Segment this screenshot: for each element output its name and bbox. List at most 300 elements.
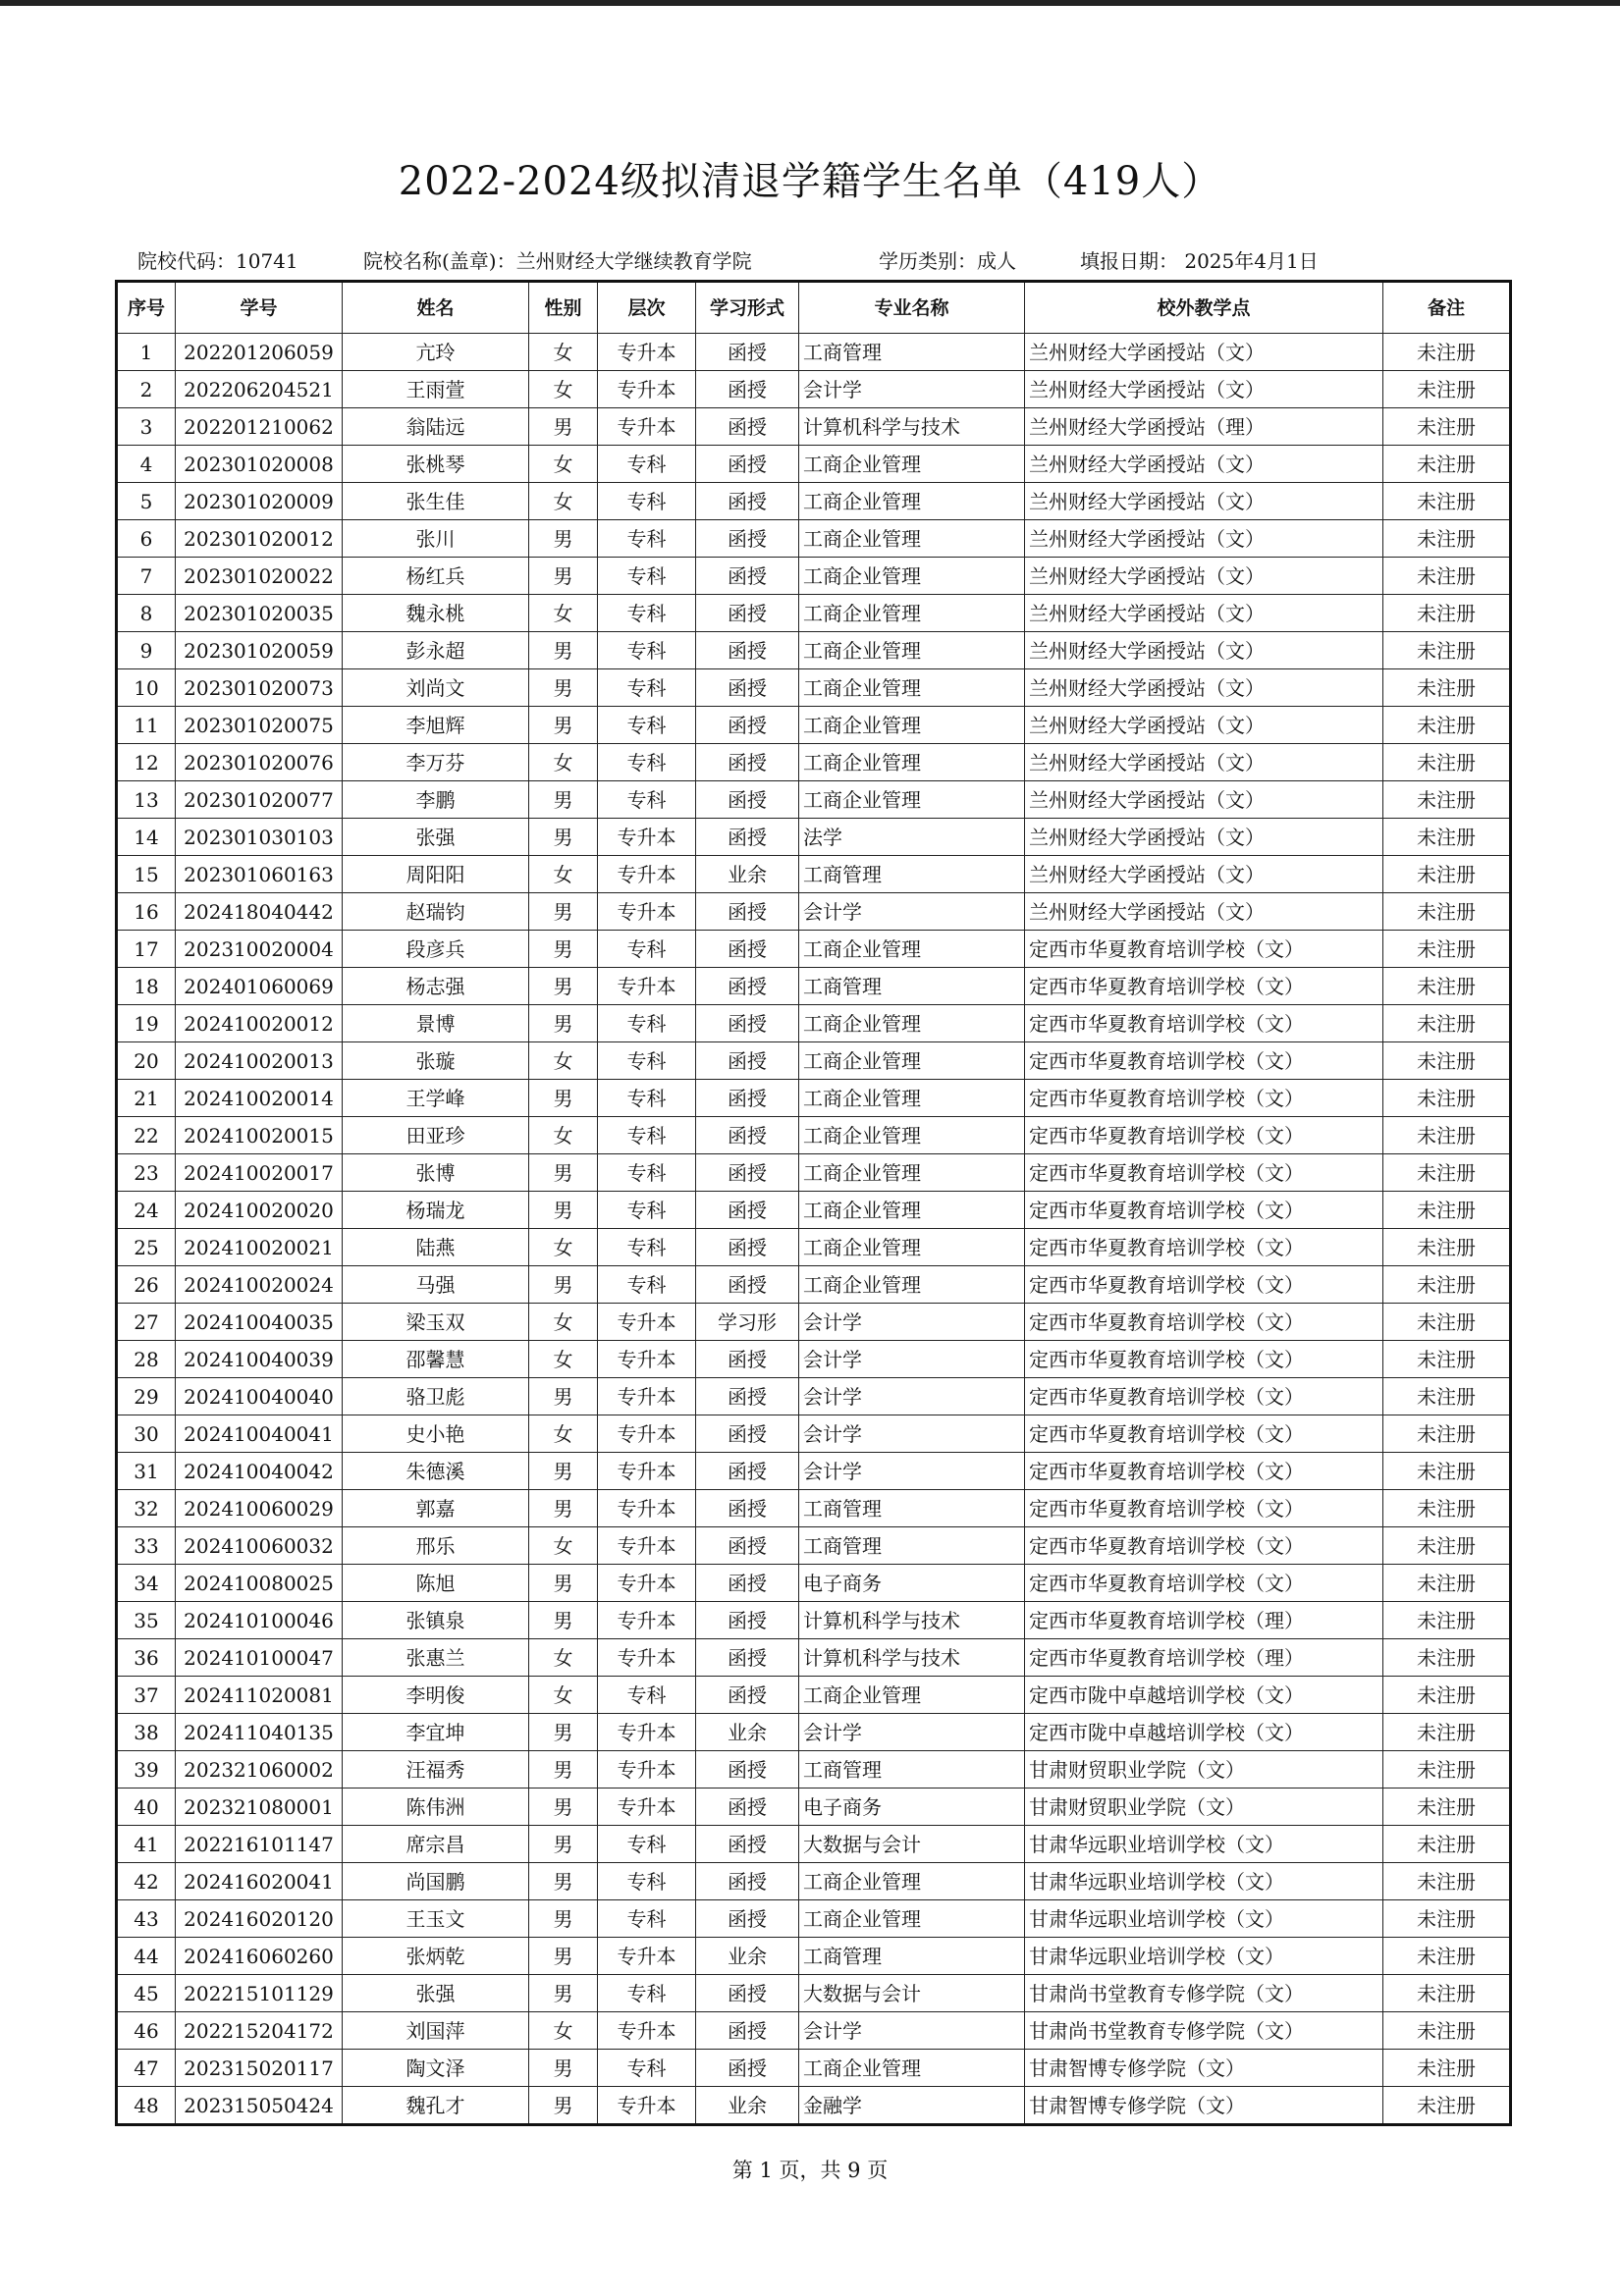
cell-index: 7 [117, 558, 176, 595]
cell-remark: 未注册 [1383, 2050, 1511, 2087]
cell-remark: 未注册 [1383, 1229, 1511, 1266]
cell-remark: 未注册 [1383, 595, 1511, 632]
cell-study-mode: 函授 [696, 1527, 799, 1565]
cell-major: 工商企业管理 [799, 931, 1025, 968]
table-row [117, 1751, 1511, 1789]
cell-student-id: 202310020004 [176, 931, 343, 968]
cell-index: 13 [117, 781, 176, 819]
cell-teaching-site: 定西市华夏教育培训学校（文） [1025, 1378, 1383, 1415]
cell-study-mode: 函授 [696, 1229, 799, 1266]
cell-teaching-site: 定西市华夏教育培训学校（文） [1025, 1527, 1383, 1565]
cell-major: 工商企业管理 [799, 595, 1025, 632]
table-header-row [117, 282, 1511, 334]
cell-remark: 未注册 [1383, 781, 1511, 819]
table-row [117, 781, 1511, 819]
cell-remark: 未注册 [1383, 1527, 1511, 1565]
cell-major: 工商企业管理 [799, 781, 1025, 819]
cell-gender: 男 [529, 1154, 598, 1192]
page-indicator: 第 1 页，共 9 页 [731, 2159, 889, 2182]
cell-teaching-site: 兰州财经大学函授站（文） [1025, 483, 1383, 520]
cell-student-id: 202410020012 [176, 1005, 343, 1042]
cell-remark: 未注册 [1383, 520, 1511, 558]
cell-major: 会计学 [799, 893, 1025, 931]
cell-study-mode: 函授 [696, 520, 799, 558]
cell-index: 31 [117, 1453, 176, 1490]
cell-major: 电子商务 [799, 1565, 1025, 1602]
cell-study-mode: 函授 [696, 558, 799, 595]
cell-gender: 男 [529, 1266, 598, 1304]
cell-level: 专升本 [598, 856, 696, 893]
table-row [117, 893, 1511, 931]
header-level: 层次 [598, 282, 696, 334]
cell-teaching-site: 甘肃财贸职业学院（文） [1025, 1751, 1383, 1789]
cell-remark: 未注册 [1383, 1415, 1511, 1453]
cell-major: 工商企业管理 [799, 1005, 1025, 1042]
cell-study-mode: 函授 [696, 371, 799, 408]
cell-student-id: 202301020076 [176, 744, 343, 781]
cell-index: 42 [117, 1863, 176, 1900]
cell-teaching-site: 甘肃财贸职业学院（文） [1025, 1789, 1383, 1826]
table-row [117, 1677, 1511, 1714]
cell-student-id: 202410020024 [176, 1266, 343, 1304]
header-major: 专业名称 [799, 282, 1025, 334]
cell-remark: 未注册 [1383, 1975, 1511, 2012]
cell-index: 37 [117, 1677, 176, 1714]
cell-major: 会计学 [799, 1415, 1025, 1453]
cell-study-mode: 函授 [696, 1005, 799, 1042]
cell-name: 周阳阳 [343, 856, 529, 893]
cell-gender: 男 [529, 1565, 598, 1602]
cell-major: 工商企业管理 [799, 1677, 1025, 1714]
cell-major: 工商企业管理 [799, 446, 1025, 483]
cell-study-mode: 函授 [696, 669, 799, 707]
cell-teaching-site: 兰州财经大学函授站（文） [1025, 707, 1383, 744]
table-row [117, 744, 1511, 781]
cell-major: 工商企业管理 [799, 2050, 1025, 2087]
table-row [117, 1415, 1511, 1453]
cell-gender: 男 [529, 669, 598, 707]
cell-index: 43 [117, 1900, 176, 1938]
cell-index: 4 [117, 446, 176, 483]
cell-name: 刘尚文 [343, 669, 529, 707]
cell-name: 王玉文 [343, 1900, 529, 1938]
cell-name: 翁陆远 [343, 408, 529, 446]
table-row [117, 1900, 1511, 1938]
school-name: 院校名称(盖章)：兰州财经大学继续教育学院 [363, 249, 752, 273]
cell-gender: 女 [529, 1042, 598, 1080]
cell-major: 会计学 [799, 1453, 1025, 1490]
cell-gender: 女 [529, 334, 598, 371]
cell-remark: 未注册 [1383, 1863, 1511, 1900]
cell-student-id: 202206204521 [176, 371, 343, 408]
table-row [117, 1154, 1511, 1192]
cell-study-mode: 函授 [696, 446, 799, 483]
cell-teaching-site: 甘肃智博专修学院（文） [1025, 2087, 1383, 2125]
cell-study-mode: 函授 [696, 2012, 799, 2050]
cell-teaching-site: 定西市华夏教育培训学校（文） [1025, 968, 1383, 1005]
cell-study-mode: 业余 [696, 2087, 799, 2125]
cell-student-id: 202301020059 [176, 632, 343, 669]
cell-major: 工商企业管理 [799, 707, 1025, 744]
table-body [117, 334, 1511, 2125]
cell-gender: 男 [529, 1751, 598, 1789]
cell-gender: 女 [529, 595, 598, 632]
cell-name: 史小艳 [343, 1415, 529, 1453]
table-row [117, 669, 1511, 707]
cell-student-id: 202410060029 [176, 1490, 343, 1527]
cell-student-id: 202301020073 [176, 669, 343, 707]
cell-major: 电子商务 [799, 1789, 1025, 1826]
cell-level: 专科 [598, 2050, 696, 2087]
cell-student-id: 202416060260 [176, 1938, 343, 1975]
cell-index: 5 [117, 483, 176, 520]
cell-name: 张强 [343, 819, 529, 856]
cell-major: 计算机科学与技术 [799, 1639, 1025, 1677]
cell-index: 20 [117, 1042, 176, 1080]
cell-major: 工商企业管理 [799, 1900, 1025, 1938]
cell-remark: 未注册 [1383, 968, 1511, 1005]
table-row [117, 1527, 1511, 1565]
cell-student-id: 202418040442 [176, 893, 343, 931]
cell-gender: 女 [529, 856, 598, 893]
cell-remark: 未注册 [1383, 1751, 1511, 1789]
cell-index: 1 [117, 334, 176, 371]
cell-major: 工商企业管理 [799, 1863, 1025, 1900]
cell-student-id: 202410020015 [176, 1117, 343, 1154]
cell-study-mode: 函授 [696, 931, 799, 968]
cell-gender: 男 [529, 781, 598, 819]
header-student-id: 学号 [176, 282, 343, 334]
header-gender: 性别 [529, 282, 598, 334]
cell-remark: 未注册 [1383, 1490, 1511, 1527]
cell-teaching-site: 定西市华夏教育培训学校（文） [1025, 1117, 1383, 1154]
cell-study-mode: 函授 [696, 1266, 799, 1304]
cell-gender: 女 [529, 371, 598, 408]
cell-level: 专升本 [598, 334, 696, 371]
cell-major: 计算机科学与技术 [799, 1602, 1025, 1639]
cell-gender: 男 [529, 968, 598, 1005]
cell-remark: 未注册 [1383, 856, 1511, 893]
cell-teaching-site: 定西市华夏教育培训学校（文） [1025, 1490, 1383, 1527]
cell-teaching-site: 兰州财经大学函授站（文） [1025, 595, 1383, 632]
table-row [117, 1975, 1511, 2012]
cell-level: 专升本 [598, 1602, 696, 1639]
cell-level: 专升本 [598, 1527, 696, 1565]
cell-student-id: 202410020020 [176, 1192, 343, 1229]
cell-teaching-site: 兰州财经大学函授站（文） [1025, 334, 1383, 371]
cell-student-id: 202410080025 [176, 1565, 343, 1602]
cell-study-mode: 函授 [696, 1826, 799, 1863]
cell-study-mode: 函授 [696, 1192, 799, 1229]
cell-major: 工商企业管理 [799, 520, 1025, 558]
cell-level: 专科 [598, 1229, 696, 1266]
table-row [117, 1080, 1511, 1117]
cell-major: 工商管理 [799, 856, 1025, 893]
cell-student-id: 202315050424 [176, 2087, 343, 2125]
cell-name: 段彦兵 [343, 931, 529, 968]
cell-teaching-site: 定西市华夏教育培训学校（文） [1025, 1229, 1383, 1266]
cell-major: 会计学 [799, 1341, 1025, 1378]
cell-study-mode: 函授 [696, 1602, 799, 1639]
report-date: 填报日期： 2025年4月1日 [1080, 249, 1319, 273]
cell-index: 16 [117, 893, 176, 931]
cell-index: 40 [117, 1789, 176, 1826]
cell-teaching-site: 兰州财经大学函授站（文） [1025, 632, 1383, 669]
table-row [117, 408, 1511, 446]
document-meta [137, 246, 1414, 276]
cell-name: 刘国萍 [343, 2012, 529, 2050]
cell-level: 专科 [598, 1266, 696, 1304]
cell-student-id: 202416020120 [176, 1900, 343, 1938]
cell-student-id: 202410040035 [176, 1304, 343, 1341]
cell-remark: 未注册 [1383, 1900, 1511, 1938]
cell-major: 工商企业管理 [799, 632, 1025, 669]
cell-name: 彭永超 [343, 632, 529, 669]
cell-remark: 未注册 [1383, 1154, 1511, 1192]
table-row [117, 1229, 1511, 1266]
cell-teaching-site: 甘肃智博专修学院（文） [1025, 2050, 1383, 2087]
cell-study-mode: 函授 [696, 334, 799, 371]
cell-student-id: 202201210062 [176, 408, 343, 446]
cell-remark: 未注册 [1383, 1266, 1511, 1304]
cell-teaching-site: 定西市华夏教育培训学校（理） [1025, 1602, 1383, 1639]
cell-student-id: 202410100046 [176, 1602, 343, 1639]
cell-study-mode: 函授 [696, 1154, 799, 1192]
cell-name: 陶文泽 [343, 2050, 529, 2087]
cell-study-mode: 业余 [696, 856, 799, 893]
header-remark: 备注 [1383, 282, 1511, 334]
cell-teaching-site: 甘肃华远职业培训学校（文） [1025, 1826, 1383, 1863]
cell-major: 工商管理 [799, 334, 1025, 371]
cell-level: 专科 [598, 1080, 696, 1117]
cell-gender: 男 [529, 1714, 598, 1751]
cell-student-id: 202301020012 [176, 520, 343, 558]
table-row [117, 334, 1511, 371]
cell-level: 专科 [598, 1005, 696, 1042]
cell-level: 专科 [598, 1900, 696, 1938]
cell-remark: 未注册 [1383, 1117, 1511, 1154]
cell-major: 法学 [799, 819, 1025, 856]
cell-remark: 未注册 [1383, 334, 1511, 371]
table-row [117, 968, 1511, 1005]
cell-level: 专升本 [598, 893, 696, 931]
cell-teaching-site: 定西市华夏教育培训学校（文） [1025, 1415, 1383, 1453]
cell-study-mode: 函授 [696, 1900, 799, 1938]
cell-gender: 男 [529, 1378, 598, 1415]
cell-major: 金融学 [799, 2087, 1025, 2125]
cell-gender: 女 [529, 744, 598, 781]
cell-study-mode: 函授 [696, 744, 799, 781]
cell-gender: 男 [529, 1900, 598, 1938]
cell-level: 专升本 [598, 1565, 696, 1602]
cell-index: 19 [117, 1005, 176, 1042]
cell-name: 张生佳 [343, 483, 529, 520]
table-row [117, 446, 1511, 483]
table-row [117, 1863, 1511, 1900]
cell-study-mode: 函授 [696, 893, 799, 931]
cell-level: 专科 [598, 1863, 696, 1900]
cell-gender: 男 [529, 1490, 598, 1527]
cell-level: 专科 [598, 931, 696, 968]
cell-level: 专科 [598, 744, 696, 781]
cell-remark: 未注册 [1383, 1304, 1511, 1341]
cell-index: 26 [117, 1266, 176, 1304]
cell-name: 邢乐 [343, 1527, 529, 1565]
cell-remark: 未注册 [1383, 819, 1511, 856]
cell-remark: 未注册 [1383, 408, 1511, 446]
cell-remark: 未注册 [1383, 483, 1511, 520]
cell-name: 张强 [343, 1975, 529, 2012]
cell-gender: 女 [529, 1229, 598, 1266]
cell-student-id: 202410020017 [176, 1154, 343, 1192]
cell-student-id: 202411020081 [176, 1677, 343, 1714]
cell-study-mode: 函授 [696, 1789, 799, 1826]
cell-major: 会计学 [799, 1378, 1025, 1415]
cell-student-id: 202301020035 [176, 595, 343, 632]
cell-level: 专升本 [598, 2012, 696, 2050]
table-row [117, 1938, 1511, 1975]
cell-major: 工商企业管理 [799, 1192, 1025, 1229]
cell-student-id: 202401060069 [176, 968, 343, 1005]
cell-name: 张镇泉 [343, 1602, 529, 1639]
cell-name: 张博 [343, 1154, 529, 1192]
cell-major: 会计学 [799, 1304, 1025, 1341]
cell-study-mode: 函授 [696, 819, 799, 856]
cell-remark: 未注册 [1383, 707, 1511, 744]
cell-index: 46 [117, 2012, 176, 2050]
table-row [117, 2050, 1511, 2087]
cell-name: 张桃琴 [343, 446, 529, 483]
cell-name: 陈旭 [343, 1565, 529, 1602]
cell-major: 会计学 [799, 2012, 1025, 2050]
cell-student-id: 202411040135 [176, 1714, 343, 1751]
cell-remark: 未注册 [1383, 744, 1511, 781]
cell-level: 专升本 [598, 1789, 696, 1826]
cell-level: 专升本 [598, 1751, 696, 1789]
cell-study-mode: 函授 [696, 781, 799, 819]
cell-remark: 未注册 [1383, 632, 1511, 669]
cell-remark: 未注册 [1383, 446, 1511, 483]
cell-level: 专升本 [598, 1453, 696, 1490]
cell-remark: 未注册 [1383, 1602, 1511, 1639]
cell-major: 工商管理 [799, 1490, 1025, 1527]
table-row [117, 1192, 1511, 1229]
table-row [117, 1602, 1511, 1639]
cell-index: 36 [117, 1639, 176, 1677]
cell-study-mode: 函授 [696, 707, 799, 744]
cell-teaching-site: 兰州财经大学函授站（文） [1025, 781, 1383, 819]
cell-name: 李明俊 [343, 1677, 529, 1714]
cell-level: 专升本 [598, 1490, 696, 1527]
cell-name: 杨红兵 [343, 558, 529, 595]
cell-major: 工商管理 [799, 1938, 1025, 1975]
cell-teaching-site: 兰州财经大学函授站（文） [1025, 856, 1383, 893]
cell-gender: 男 [529, 2050, 598, 2087]
cell-teaching-site: 定西市华夏教育培训学校（文） [1025, 1154, 1383, 1192]
cell-name: 马强 [343, 1266, 529, 1304]
cell-student-id: 202301020075 [176, 707, 343, 744]
cell-gender: 男 [529, 2087, 598, 2125]
cell-study-mode: 函授 [696, 1677, 799, 1714]
cell-remark: 未注册 [1383, 1677, 1511, 1714]
cell-major: 工商管理 [799, 1527, 1025, 1565]
cell-teaching-site: 兰州财经大学函授站（文） [1025, 558, 1383, 595]
cell-level: 专升本 [598, 2087, 696, 2125]
cell-study-mode: 函授 [696, 1080, 799, 1117]
cell-gender: 男 [529, 1826, 598, 1863]
cell-study-mode: 函授 [696, 483, 799, 520]
cell-gender: 男 [529, 1453, 598, 1490]
table-row [117, 819, 1511, 856]
cell-name: 郭嘉 [343, 1490, 529, 1527]
table-row [117, 2087, 1511, 2125]
cell-level: 专科 [598, 1042, 696, 1080]
cell-study-mode: 函授 [696, 595, 799, 632]
cell-study-mode: 函授 [696, 1565, 799, 1602]
cell-student-id: 202410020013 [176, 1042, 343, 1080]
table-row [117, 1490, 1511, 1527]
cell-index: 24 [117, 1192, 176, 1229]
cell-major: 工商企业管理 [799, 483, 1025, 520]
cell-major: 会计学 [799, 1714, 1025, 1751]
cell-gender: 女 [529, 1304, 598, 1341]
cell-name: 席宗昌 [343, 1826, 529, 1863]
cell-teaching-site: 定西市华夏教育培训学校（文） [1025, 1341, 1383, 1378]
cell-student-id: 202321060002 [176, 1751, 343, 1789]
cell-level: 专科 [598, 669, 696, 707]
cell-name: 张川 [343, 520, 529, 558]
table-row [117, 1639, 1511, 1677]
cell-student-id: 202410020014 [176, 1080, 343, 1117]
cell-gender: 男 [529, 1080, 598, 1117]
table-row [117, 1117, 1511, 1154]
cell-teaching-site: 定西市华夏教育培训学校（文） [1025, 1304, 1383, 1341]
cell-level: 专科 [598, 632, 696, 669]
cell-name: 王雨萱 [343, 371, 529, 408]
table-row [117, 1565, 1511, 1602]
table-row [117, 1042, 1511, 1080]
cell-index: 27 [117, 1304, 176, 1341]
cell-study-mode: 业余 [696, 1714, 799, 1751]
cell-name: 田亚珍 [343, 1117, 529, 1154]
cell-index: 41 [117, 1826, 176, 1863]
cell-index: 14 [117, 819, 176, 856]
cell-name: 李万芬 [343, 744, 529, 781]
table-row [117, 1378, 1511, 1415]
cell-name: 尚国鹏 [343, 1863, 529, 1900]
cell-major: 工商企业管理 [799, 558, 1025, 595]
cell-index: 35 [117, 1602, 176, 1639]
cell-name: 李宜坤 [343, 1714, 529, 1751]
cell-remark: 未注册 [1383, 371, 1511, 408]
cell-teaching-site: 定西市华夏教育培训学校（文） [1025, 1042, 1383, 1080]
cell-gender: 男 [529, 1975, 598, 2012]
cell-teaching-site: 甘肃华远职业培训学校（文） [1025, 1863, 1383, 1900]
cell-index: 44 [117, 1938, 176, 1975]
document-title: 2022-2024级拟清退学籍学生名单（419人） [398, 159, 1222, 204]
cell-name: 杨志强 [343, 968, 529, 1005]
cell-level: 专升本 [598, 1714, 696, 1751]
cell-remark: 未注册 [1383, 1005, 1511, 1042]
cell-remark: 未注册 [1383, 1565, 1511, 1602]
cell-gender: 男 [529, 1789, 598, 1826]
cell-level: 专升本 [598, 1639, 696, 1677]
cell-major: 工商企业管理 [799, 669, 1025, 707]
cell-student-id: 202301020022 [176, 558, 343, 595]
cell-remark: 未注册 [1383, 1714, 1511, 1751]
cell-gender: 女 [529, 1639, 598, 1677]
cell-gender: 男 [529, 558, 598, 595]
